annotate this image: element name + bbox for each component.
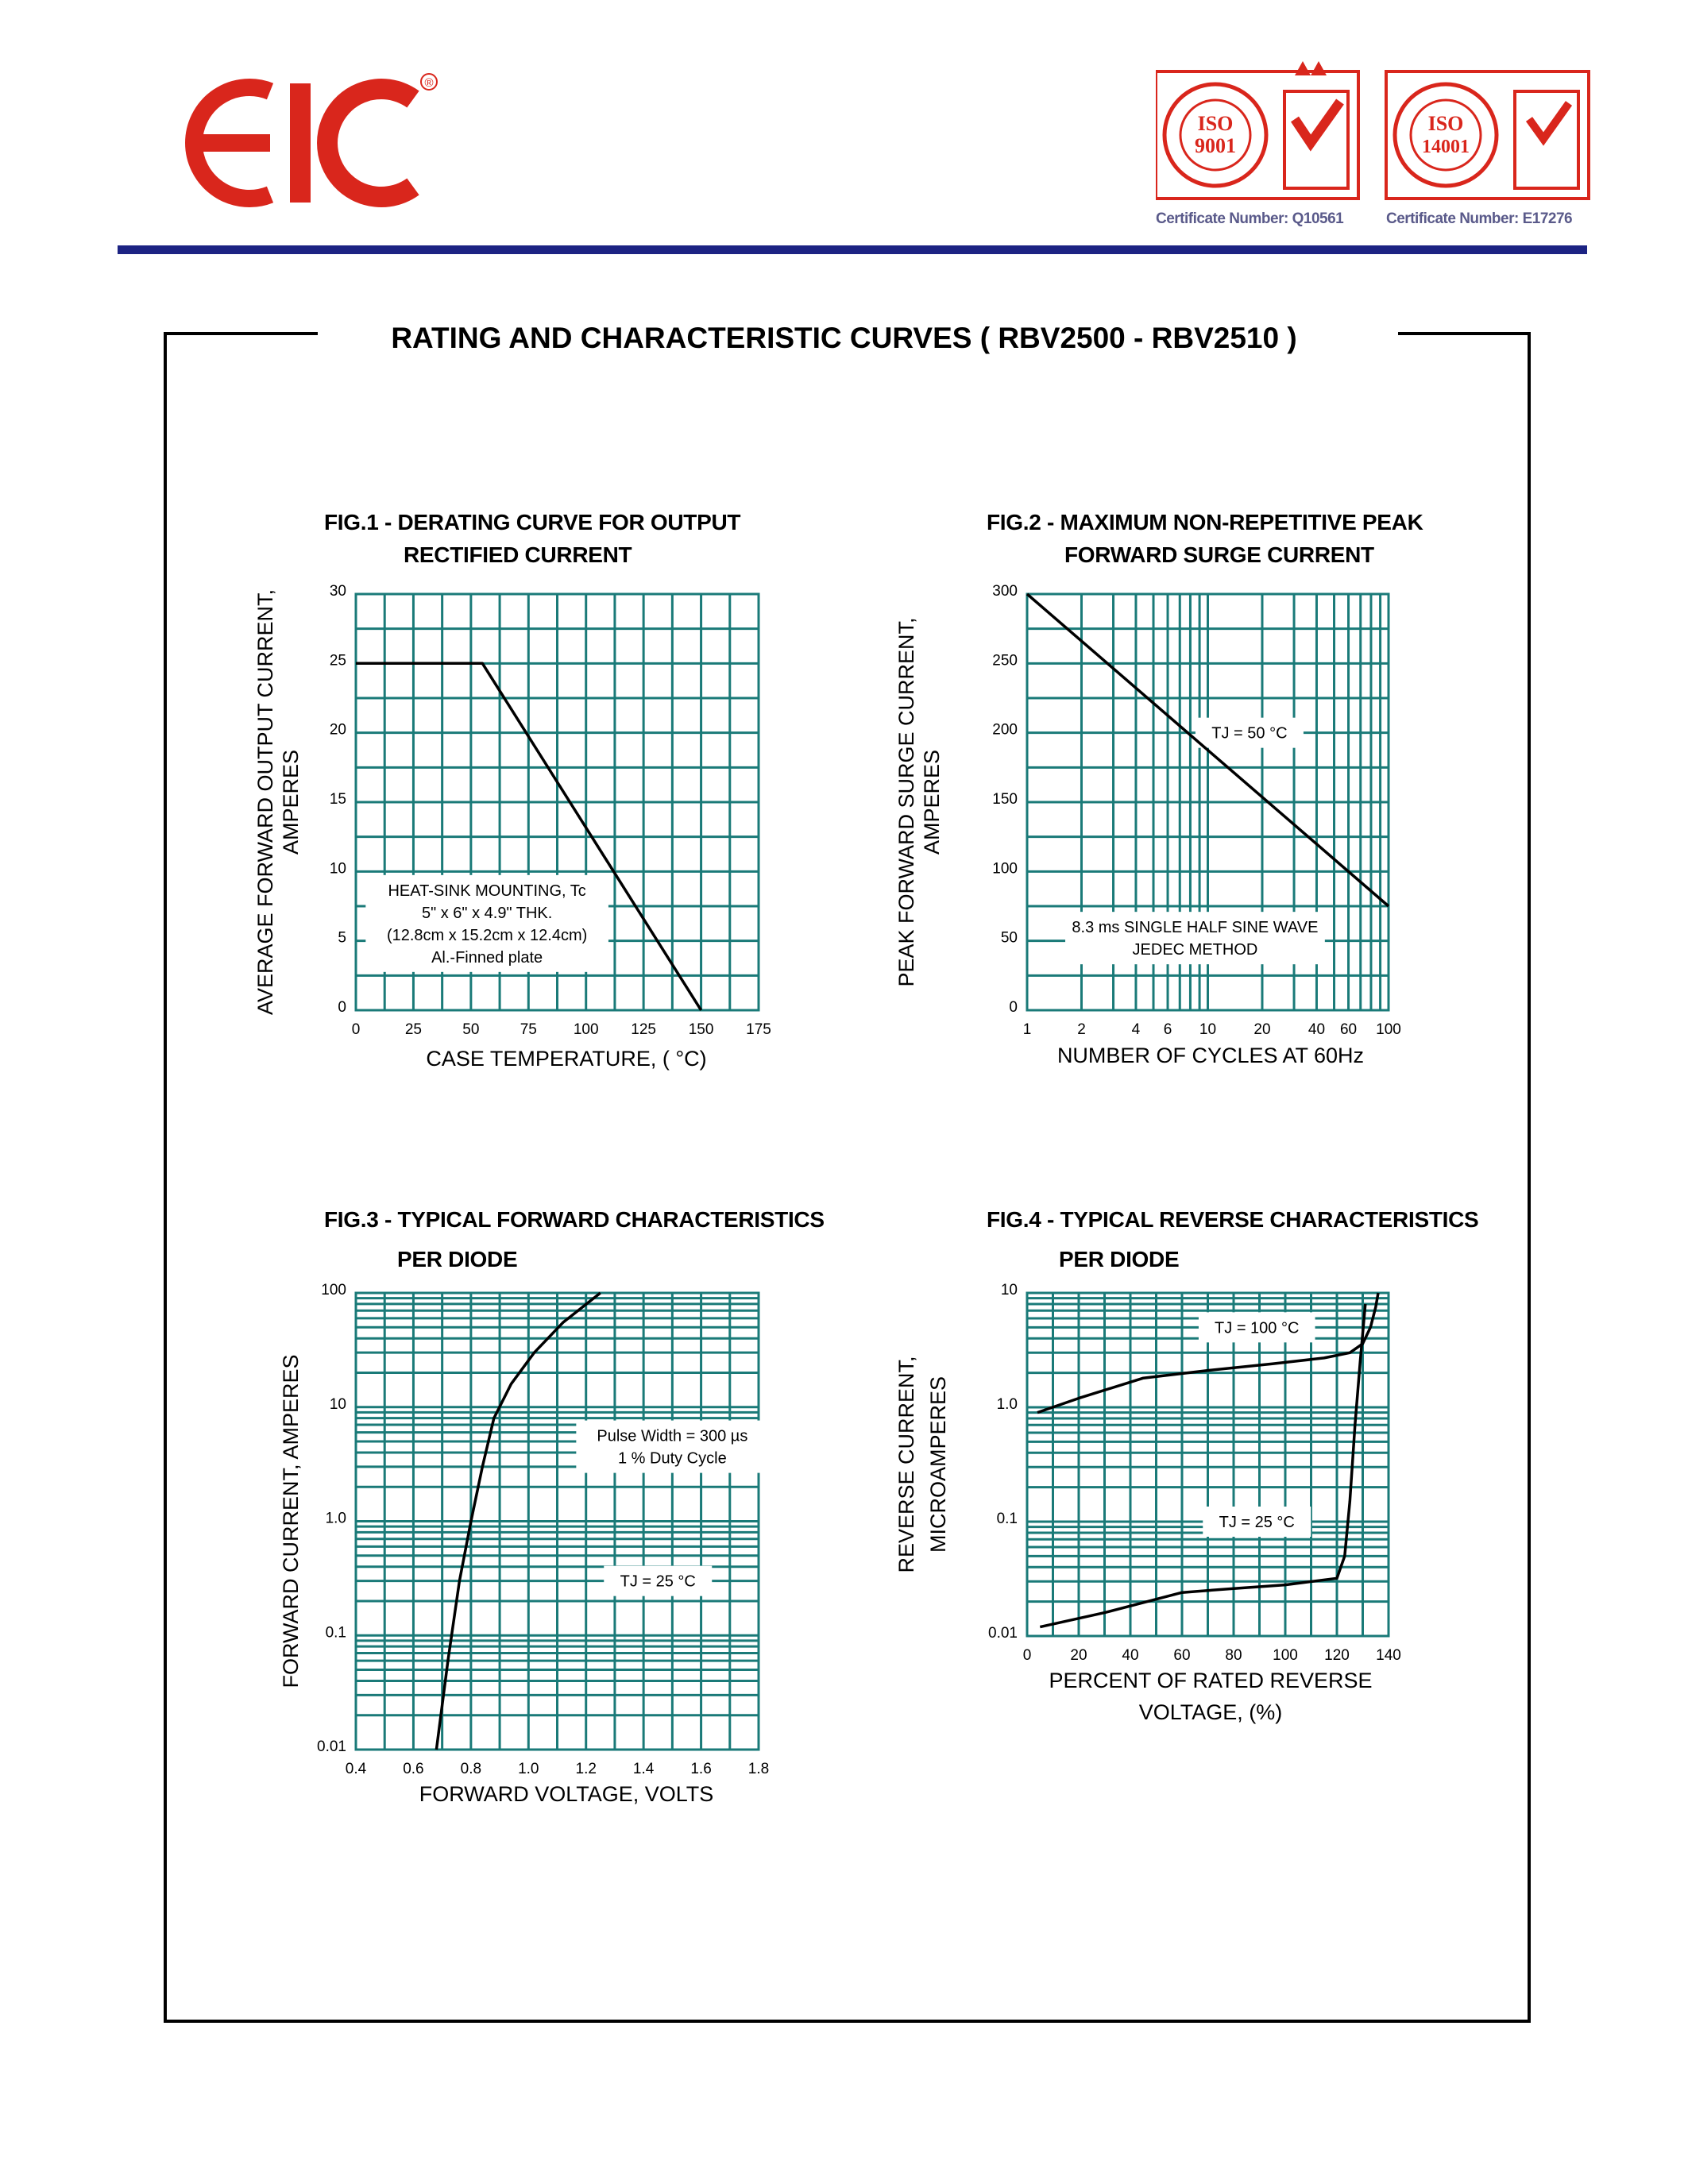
fig4-subtitle: PER DIODE <box>1059 1247 1180 1271</box>
y-tick-label: 20 <box>329 721 346 739</box>
registered-mark: ® <box>424 76 434 90</box>
annotation-text: Al.-Finned plate <box>431 948 543 967</box>
x-axis-title: PERCENT OF RATED REVERSE <box>1049 1669 1373 1692</box>
x-tick-label: 0.6 <box>403 1761 424 1777</box>
fig3-subtitle: PER DIODE <box>397 1247 518 1271</box>
x-tick-label: 0 <box>351 1021 361 1038</box>
certificate-label-14001: Certificate Number: E17276 <box>1386 210 1573 227</box>
x-tick-label: 100 <box>1376 1021 1401 1038</box>
x-tick-label: 20 <box>1253 1021 1271 1038</box>
y-tick-label: 200 <box>992 721 1018 739</box>
x-tick-label: 1 <box>1022 1021 1032 1038</box>
svg-text:ISO: ISO <box>1427 112 1464 135</box>
x-tick-label: 40 <box>1308 1021 1326 1038</box>
annotation-text: (12.8cm x 15.2cm x 12.4cm) <box>386 926 588 944</box>
y-tick-label: 10 <box>329 1395 346 1413</box>
x-tick-label: 40 <box>1122 1647 1139 1664</box>
y-axis-title: AMPERES <box>279 749 303 855</box>
x-tick-label: 75 <box>520 1021 537 1038</box>
x-tick-label: 50 <box>462 1021 480 1038</box>
y-axis-title: REVERSE CURRENT, <box>894 1356 918 1573</box>
y-tick-label: 100 <box>992 860 1018 878</box>
annotation-text: JEDEC METHOD <box>1132 941 1258 959</box>
x-tick-label: 80 <box>1225 1647 1242 1664</box>
x-tick-label: 175 <box>746 1021 771 1038</box>
x-tick-label: 1.0 <box>518 1761 539 1777</box>
y-tick-label: 30 <box>329 583 346 600</box>
x-tick-label: 4 <box>1131 1021 1141 1038</box>
x-tick-label: 60 <box>1339 1021 1358 1038</box>
x-axis-title: CASE TEMPERATURE, ( °C) <box>426 1047 707 1071</box>
annotation-text: TJ = 25 °C <box>1219 1514 1295 1531</box>
x-tick-label: 140 <box>1376 1647 1401 1664</box>
y-tick-label: 0.1 <box>996 1511 1018 1527</box>
y-tick-label: 150 <box>992 791 1018 808</box>
y-tick-label: 300 <box>992 583 1018 600</box>
y-tick-label: 10 <box>329 860 346 878</box>
y-tick-label: 1.0 <box>325 1510 346 1527</box>
x-axis-title: FORWARD VOLTAGE, VOLTS <box>419 1782 714 1806</box>
annotation-text: 1 % Duty Cycle <box>617 1449 727 1468</box>
x-tick-label: 120 <box>1324 1647 1350 1664</box>
fig2-subtitle: FORWARD SURGE CURRENT <box>1064 542 1374 567</box>
annotation-text: TJ = 100 °C <box>1215 1319 1300 1337</box>
x-tick-label: 125 <box>631 1021 656 1038</box>
fig2-title: FIG.2 - MAXIMUM NON-REPETITIVE PEAK <box>987 510 1423 534</box>
y-tick-label: 25 <box>329 652 346 669</box>
fig1-title: FIG.1 - DERATING CURVE FOR OUTPUT <box>324 510 741 534</box>
annotation-text: TJ = 50 °C <box>1211 724 1288 743</box>
annotation-text: 8.3 ms SINGLE HALF SINE WAVE <box>1072 919 1319 937</box>
y-tick-label: 15 <box>329 791 346 808</box>
x-tick-label: 1.8 <box>747 1761 770 1777</box>
annotation-text: TJ = 25 °C <box>620 1572 696 1591</box>
x-tick-label: 2 <box>1077 1021 1086 1038</box>
x-tick-label: 0.8 <box>460 1761 482 1777</box>
y-axis-title: AMPERES <box>920 749 944 855</box>
annotation-text: HEAT-SINK MOUNTING, Tc <box>388 882 586 900</box>
fig1-subtitle: RECTIFIED CURRENT <box>404 542 632 567</box>
annotation-text: 5" x 6" x 4.9" THK. <box>421 904 553 922</box>
x-tick-label: 25 <box>404 1021 422 1038</box>
x-tick-label: 1.4 <box>632 1761 655 1777</box>
y-tick-label: 0.01 <box>988 1625 1018 1642</box>
x-tick-label: 60 <box>1173 1647 1191 1664</box>
x-tick-label: 6 <box>1163 1021 1172 1038</box>
y-tick-label: 5 <box>338 929 346 947</box>
annotation-text: Pulse Width = 300 µs <box>597 1427 748 1445</box>
y-tick-label: 0 <box>1009 999 1018 1016</box>
y-tick-label: 1.0 <box>996 1396 1018 1413</box>
x-axis-title: VOLTAGE, (%) <box>1138 1700 1283 1724</box>
y-axis-title: MICROAMPERES <box>926 1376 950 1553</box>
x-axis-title: NUMBER OF CYCLES AT 60Hz <box>1056 1044 1365 1067</box>
svg-text:14001: 14001 <box>1422 137 1470 157</box>
x-tick-label: 0.4 <box>345 1761 367 1777</box>
x-tick-label: 10 <box>1199 1021 1217 1038</box>
y-tick-label: 0 <box>338 999 346 1016</box>
y-tick-label: 100 <box>321 1282 346 1298</box>
x-tick-label: 20 <box>1070 1647 1087 1664</box>
y-tick-label: 0.1 <box>325 1624 346 1642</box>
y-axis-title: AVERAGE FORWARD OUTPUT CURRENT, <box>253 588 277 1016</box>
certificate-label-9001: Certificate Number: Q10561 <box>1156 210 1344 227</box>
y-tick-label: 10 <box>1000 1282 1018 1298</box>
x-tick-label: 100 <box>573 1021 599 1038</box>
y-axis-title: PEAK FORWARD SURGE CURRENT, <box>894 617 918 987</box>
y-tick-label: 0.01 <box>317 1738 346 1755</box>
fig4-title: FIG.4 - TYPICAL REVERSE CHARACTERISTICS <box>987 1207 1479 1232</box>
y-axis-title: FORWARD CURRENT, AMPERES <box>279 1354 303 1688</box>
svg-text:ISO: ISO <box>1197 112 1234 135</box>
y-tick-label: 250 <box>992 652 1018 669</box>
x-tick-label: 1.2 <box>575 1761 597 1777</box>
x-tick-label: 0 <box>1022 1647 1032 1664</box>
svg-text:9001: 9001 <box>1195 134 1236 157</box>
x-tick-label: 1.6 <box>690 1761 712 1777</box>
fig3-title: FIG.3 - TYPICAL FORWARD CHARACTERISTICS <box>324 1207 825 1232</box>
x-tick-label: 150 <box>688 1021 714 1038</box>
y-tick-label: 50 <box>1000 929 1018 947</box>
x-tick-label: 100 <box>1273 1647 1298 1664</box>
page-title: RATING AND CHARACTERISTIC CURVES ( RBV2500 - RBV2510 ) <box>391 322 1297 354</box>
